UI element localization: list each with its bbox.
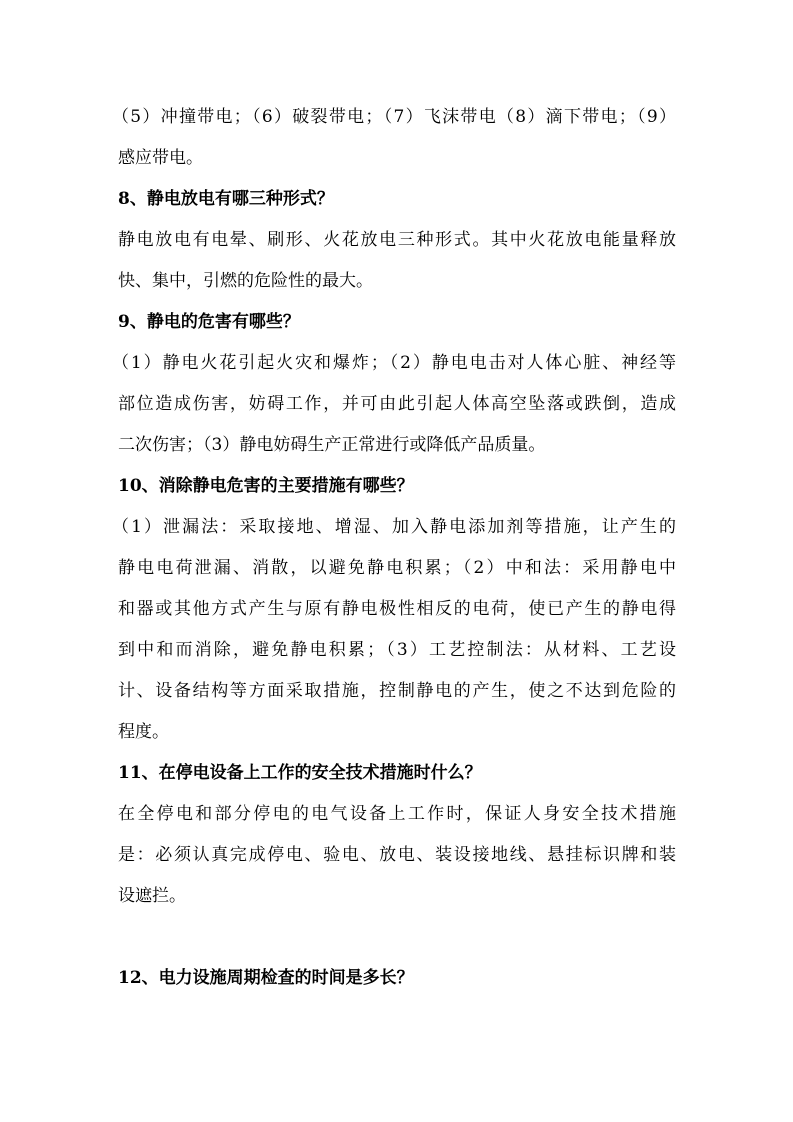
blank-line [118, 917, 676, 958]
text-line: （1）静电火花引起火灾和爆炸；（2）静电电击对人体心脏、神经等 [112, 353, 676, 373]
answer-paragraph-10 [112, 507, 676, 753]
text-line: 计、设备结构等方面采取措施，控制静电的产生，使之不达到危险的 [118, 681, 676, 701]
text-line: 静电电荷泄漏、消散，以避免静电积累；（2）中和法：采用静电中 [118, 558, 676, 578]
question-heading-9: 9、静电的危害有哪些？ [118, 312, 300, 332]
paragraph-charging-types [112, 97, 676, 179]
text-line: 部位造成伤害，妨碍工作，并可由此引起人体高空坠落或跌倒，造成 [118, 394, 676, 414]
text-line: 在全停电和部分停电的电气设备上工作时，保证人身安全技术措施 [118, 804, 676, 824]
answer-paragraph-11 [118, 794, 676, 917]
answer-paragraph-9 [112, 343, 676, 466]
text-line: 是：必须认真完成停电、验电、放电、装设接地线、悬挂标识牌和装 [118, 845, 676, 865]
text-line: 程度。 [118, 722, 169, 742]
question-heading-10: 10、消除静电危害的主要措施有哪些？ [118, 476, 414, 496]
text-line: （5）冲撞带电；（6）破裂带电；（7）飞沫带电（8）滴下带电；（9） [112, 107, 676, 127]
text-line: （1）泄漏法：采取接地、增湿、加入静电添加剂等措施，让产生的 [112, 517, 676, 537]
text-line: 快、集中，引燃的危险性的最大。 [118, 271, 373, 291]
document-page [112, 97, 676, 999]
text-line: 二次伤害；（3）静电妨碍生产正常进行或降低产品质量。 [118, 435, 546, 455]
question-heading-11: 11、在停电设备上工作的安全技术措施时什么？ [118, 763, 482, 783]
answer-paragraph-8 [118, 220, 676, 302]
text-line: 设遮拦。 [118, 886, 186, 906]
question-heading-8: 8、静电放电有哪三种形式？ [118, 189, 334, 209]
text-line: 静电放电有电晕、刷形、火花放电三种形式。其中火花放电能量释放 [118, 230, 676, 250]
text-line: 感应带电。 [118, 148, 203, 168]
text-line: 到中和而消除，避免静电积累；（3）工艺控制法：从材料、工艺设 [118, 640, 676, 660]
question-heading-12: 12、电力设施周期检查的时间是多长？ [118, 968, 414, 988]
text-line: 和器或其他方式产生与原有静电极性相反的电荷，使已产生的静电得 [118, 599, 676, 619]
